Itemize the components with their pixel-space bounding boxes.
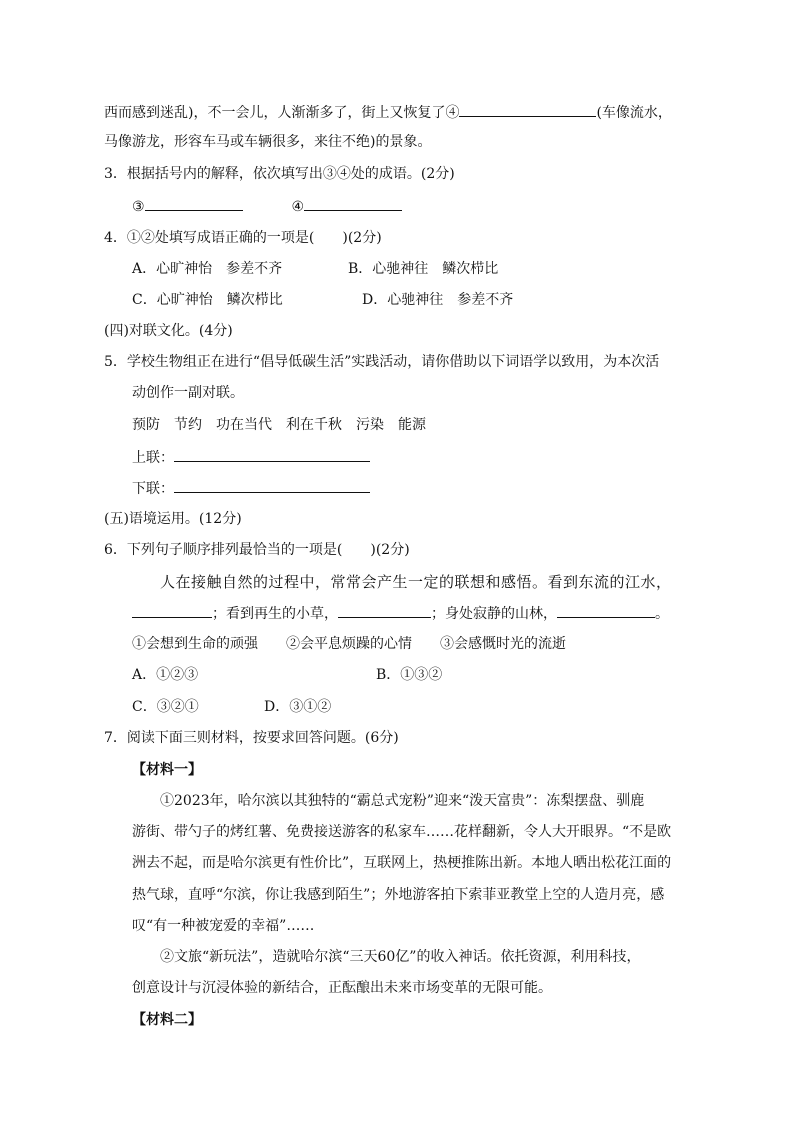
- context-text: (车像流水，: [596, 105, 672, 121]
- material-1-line: 创意设计与沉浸体验的新结合，正酝酿出未来市场变革的无限可能。: [132, 980, 552, 996]
- material-1-line: ②文旅“新玩法”，造就哈尔滨“三天60亿”的收入神话。依托资源，利用科技，: [160, 949, 641, 965]
- material-1-line: 洲去不起，而是哈尔滨更有性价比”，互联网上，热梗推陈出新。本地人晒出松花江面的: [132, 855, 672, 871]
- option-a[interactable]: A．心旷神怡 参差不齐: [132, 261, 283, 277]
- material-2-title: 【材料二】: [132, 1012, 202, 1028]
- passage-blank-2[interactable]: [338, 603, 431, 618]
- word: 利在千秋: [286, 417, 342, 433]
- question-6-passage-line-1: 人在接触自然的过程中，常常会产生一定的联想和感悟。看到东流的江水，: [160, 573, 672, 591]
- question-6-passage-line-2: [132, 603, 669, 624]
- material-1-line: 叹“有一种被宠爱的幸福”……: [132, 918, 315, 934]
- section-4-title: (四)对联文化。(4分): [104, 323, 233, 339]
- blank-3-label: ③: [132, 199, 145, 215]
- word: 能源: [398, 417, 426, 433]
- material-1-title: 【材料一】: [132, 762, 202, 778]
- word: 预防: [132, 417, 160, 433]
- upper-couplet-label: 上联：: [132, 450, 174, 466]
- lower-couplet-label: 下联：: [132, 481, 174, 497]
- question-3-stem: 3．根据括号内的解释，依次填写出③④处的成语。(2分): [104, 166, 455, 182]
- blank-4-label: ④: [291, 199, 305, 215]
- question-3-answer-row: [132, 196, 402, 217]
- context-line-2: 马像游龙，形容车马或车辆很多，来往不绝)的景象。: [104, 134, 432, 150]
- question-6-sentences: ①会想到生命的顽强 ②会平息烦躁的心情 ③会感慨时光的流逝: [132, 636, 566, 652]
- question-7-stem: 7．阅读下面三则材料，按要求回答问题。(6分): [104, 730, 399, 746]
- material-1-line: ①2023年，哈尔滨以其独特的“霸总式宠粉”迎来“泼天富贵”：冻梨摆盘、驯鹿: [160, 793, 645, 809]
- word-bank: [132, 415, 426, 435]
- option-c[interactable]: C．③②①: [132, 699, 199, 715]
- material-1-line: 游街、带勺子的烤红薯、免费接送游客的私家车……花样翻新，令人大开眼界。“不是欧: [132, 824, 672, 840]
- upper-couplet-row: [132, 447, 370, 468]
- upper-couplet-blank[interactable]: [174, 447, 370, 462]
- question-5-stem-line-1: 5．学校生物组正在进行“倡导低碳生活”实践活动，请你借助以下词语学以致用，为本次活: [104, 354, 660, 370]
- answer-4-blank[interactable]: [304, 196, 402, 211]
- passage-text: 。: [655, 606, 669, 622]
- passage-text: ；看到再生的小草，: [212, 606, 338, 622]
- option-b[interactable]: B．①③②: [376, 667, 443, 683]
- passage-text: ；身处寂静的山林，: [431, 606, 557, 622]
- context-line-1: [104, 102, 672, 123]
- option-c[interactable]: C．心旷神怡 鳞次栉比: [132, 292, 283, 308]
- word: 污染: [356, 417, 384, 433]
- option-d[interactable]: D．心驰神往 参差不齐: [362, 292, 514, 308]
- idiom-4-blank[interactable]: [459, 102, 596, 117]
- section-5-title: (五)语境运用。(12分): [104, 511, 242, 527]
- material-1-line: 热气球，直呼“尔滨，你让我感到陌生”；外地游客拍下索菲亚教堂上空的人造月亮，感: [132, 887, 665, 903]
- option-b[interactable]: B．心驰神往 鳞次栉比: [348, 261, 499, 277]
- word: 功在当代: [216, 417, 272, 433]
- passage-blank-3[interactable]: [557, 603, 655, 618]
- question-6-stem: 6．下列句子顺序排列最恰当的一项是( )(2分): [104, 542, 410, 558]
- question-4-stem: 4．①②处填写成语正确的一项是( )(2分): [104, 230, 382, 246]
- option-d[interactable]: D．③①②: [264, 699, 332, 715]
- answer-3-blank[interactable]: [145, 196, 243, 211]
- passage-blank-1[interactable]: [132, 603, 212, 618]
- option-a[interactable]: A．①②③: [132, 667, 199, 683]
- question-5-stem-line-2: 动创作一副对联。: [132, 385, 244, 401]
- lower-couplet-row: [132, 478, 370, 499]
- lower-couplet-blank[interactable]: [174, 478, 370, 493]
- context-text: 西而感到迷乱)，不一会儿，人渐渐多了，街上又恢复了④: [104, 105, 460, 121]
- word: 节约: [174, 417, 202, 433]
